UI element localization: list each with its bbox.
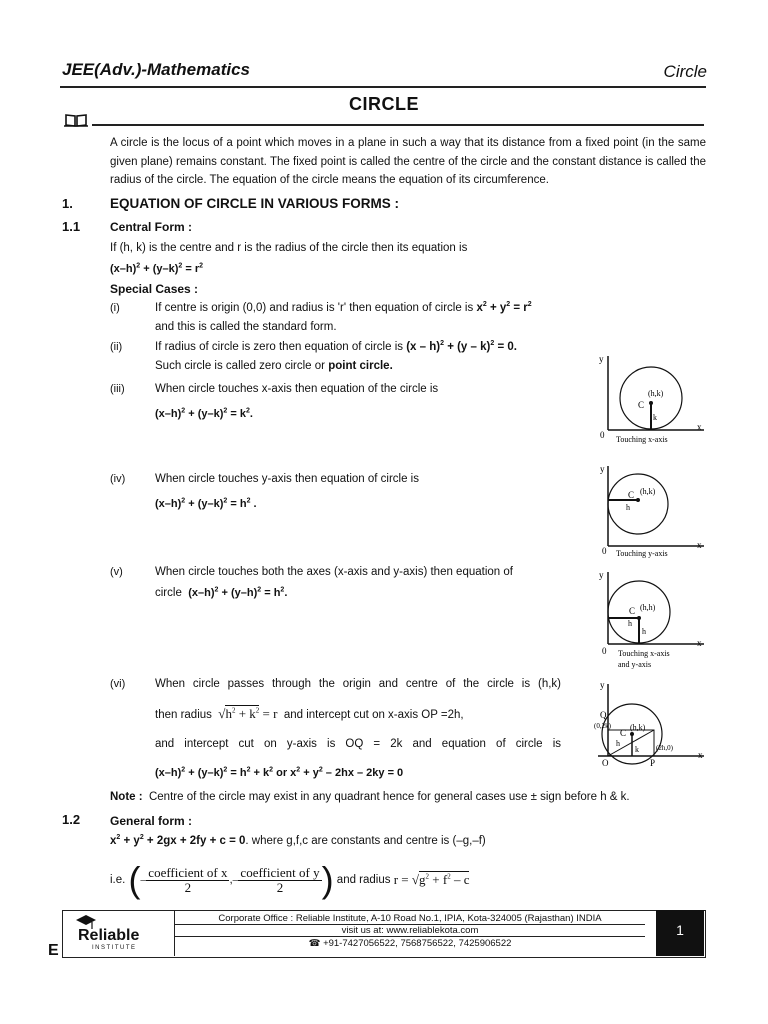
- subsection-number: 1.2: [62, 812, 81, 827]
- radius-label: h: [626, 503, 630, 512]
- x-axis-label: x: [697, 638, 702, 648]
- centre-coords: (h,k): [648, 389, 664, 398]
- y-axis-label: y: [599, 354, 604, 364]
- case-numeral: (i): [110, 302, 120, 314]
- case-v-text: When circle touches both the axes (x-axis and y-axis) then equation of: [155, 566, 513, 578]
- k-label: k: [635, 745, 639, 754]
- case-vi-text: When circle passes through the origin and centre of the circle is (h,k): [155, 678, 561, 690]
- footer-address: Corporate Office : Reliable Institute, A-10 Road No.1, IPIA, Kota-324005 (Rajasthan) INDIA: [218, 913, 602, 924]
- svg-text:Reliable: Reliable: [78, 927, 140, 944]
- point-p-coords: (2h,0): [656, 744, 673, 752]
- case-iii-text: When circle touches x-axis then equation of the circle is: [155, 383, 439, 395]
- edition-mark: E: [48, 942, 59, 959]
- y-axis-label: y: [599, 570, 604, 580]
- figure-caption: Touching y-axis: [616, 549, 668, 558]
- origin-label: O: [602, 758, 609, 768]
- case-vi-radius: then radius $√h^2 + k^2 = r$ and intercept cut on x-axis OP =2h,: [155, 706, 464, 721]
- book-icon: [64, 113, 88, 127]
- centre-label: C: [628, 490, 635, 500]
- case-i-text: If centre is origin (0,0) and radius is 'r' then equation of circle is $x^2 + y^2 = r^2$: [155, 301, 532, 314]
- case-vi-equation: $(x-h)^2 + (y-k)^2 = h^2 + k^2$ or $x^2 + y^2 - 2hx - 2ky = 0$: [155, 766, 404, 779]
- case-iii-equation: $(x-h)^2 + (y-k)^2 = k^2$.: [155, 407, 253, 420]
- centre-coords: (h,k): [640, 487, 656, 496]
- general-form-equation: $x^2 + y^2 + 2gx + 2fy + c = 0$. where g,f,c are constants and centre is (–g,–f): [110, 834, 486, 847]
- reliable-logo: [62, 910, 175, 956]
- x-axis-label: x: [698, 750, 703, 760]
- case-v-equation: circle $(x-h)^2 + (y-h)^2 = h^2$.: [155, 586, 288, 599]
- centre-coords: (h,k): [630, 723, 646, 732]
- point-p-label: P: [650, 758, 656, 768]
- origin-label: 0: [602, 546, 607, 556]
- radius-label: h: [642, 627, 646, 636]
- case-numeral: (iv): [110, 473, 126, 485]
- header-chapter: Circle: [663, 62, 707, 81]
- figure-caption: Touching x-axis: [616, 435, 668, 444]
- point-q-coords: (0,2k): [594, 722, 611, 730]
- central-form-text: If (h, k) is the centre and r is the radius of the circle then its equation is: [110, 242, 468, 254]
- case-i-text-2: and this is called the standard form.: [155, 321, 337, 333]
- centre-label: C: [638, 400, 645, 410]
- subsection-title: Central Form :: [110, 220, 193, 234]
- figure-caption: and y-axis: [618, 660, 652, 669]
- subsection-title: General form :: [110, 814, 193, 828]
- h-label: h: [616, 739, 620, 748]
- y-axis-label: y: [600, 680, 605, 690]
- figure-caption: Touching x-axis: [618, 649, 670, 658]
- footer-website[interactable]: visit us at: www.reliablekota.com: [341, 925, 479, 936]
- page-number: 1: [656, 910, 704, 956]
- section-number: 1.: [62, 196, 73, 211]
- special-cases-heading: Special Cases :: [110, 282, 199, 296]
- footer-phone: ☎ +91-7427056522, 7568756522, 7425906522: [308, 938, 512, 949]
- case-iv-equation: $(x-h)^2 + (y-k)^2 = h^2$ .: [155, 497, 257, 510]
- figure-touching-y-axis: [592, 460, 712, 560]
- centre-coords: (h,h): [640, 603, 656, 612]
- central-form-equation: $(x-h)^2 + (y-k)^2 = r^2$: [110, 262, 204, 275]
- title-divider: [92, 124, 704, 126]
- origin-label: 0: [602, 646, 607, 656]
- centre-radius-formula: i.e. ( – $\frac{\text{coefficient of x}}{2}$ , – $\frac{\text{coefficient of y}}{2}$ ) and radius $r = √g^2 + f^2 - c$: [110, 859, 470, 900]
- header-divider: [60, 86, 706, 88]
- intro-paragraph: A circle is the locus of a point which moves in a plane in such a way that its distance from a fixed point (in the same given plane) remains constant. The fixed point is called the centre of the circle and the constant distance is called the radius of the circle. The equation of the circle means the equation of its circumference.: [110, 137, 706, 186]
- x-axis-label: x: [697, 540, 702, 550]
- case-ii-text-2: Such circle is called zero circle or point circle.: [155, 360, 393, 372]
- figure-touching-both-axes: [592, 566, 712, 674]
- radius-label: h: [628, 619, 632, 628]
- section-title: EQUATION OF CIRCLE IN VARIOUS FORMS :: [110, 196, 399, 211]
- footer-divider: [175, 936, 645, 937]
- subsection-number: 1.1: [62, 219, 81, 234]
- case-ii-text: If radius of circle is zero then equation of circle is (x – h)$^2$ + (y – k)$^2$ = 0.: [155, 340, 517, 353]
- centre-label: C: [629, 606, 636, 616]
- centre-label: C: [620, 728, 627, 738]
- svg-text:INSTITUTE: INSTITUTE: [92, 945, 137, 951]
- note: Note : Centre of the circle may exist in any quadrant hence for general cases use ± sign before h & k.: [110, 791, 630, 803]
- case-numeral: (ii): [110, 341, 123, 353]
- case-numeral: (vi): [110, 678, 126, 690]
- header-subject: JEE(Adv.)-Mathematics: [62, 60, 250, 79]
- radius-label: k: [653, 413, 657, 422]
- point-q-label: Q: [600, 710, 607, 720]
- case-numeral: (iii): [110, 383, 125, 395]
- case-iv-text: When circle touches y-axis then equation of circle is: [155, 473, 419, 485]
- figure-through-origin: [592, 676, 712, 770]
- origin-label: 0: [600, 430, 605, 440]
- y-axis-label: y: [600, 464, 605, 474]
- case-vi-text-3: and intercept cut on y-axis is OQ = 2k and equation of circle is: [155, 738, 561, 750]
- x-axis-label: x: [697, 422, 702, 432]
- page-title: CIRCLE: [349, 94, 419, 114]
- figure-touching-x-axis: [592, 350, 712, 450]
- case-numeral: (v): [110, 566, 123, 578]
